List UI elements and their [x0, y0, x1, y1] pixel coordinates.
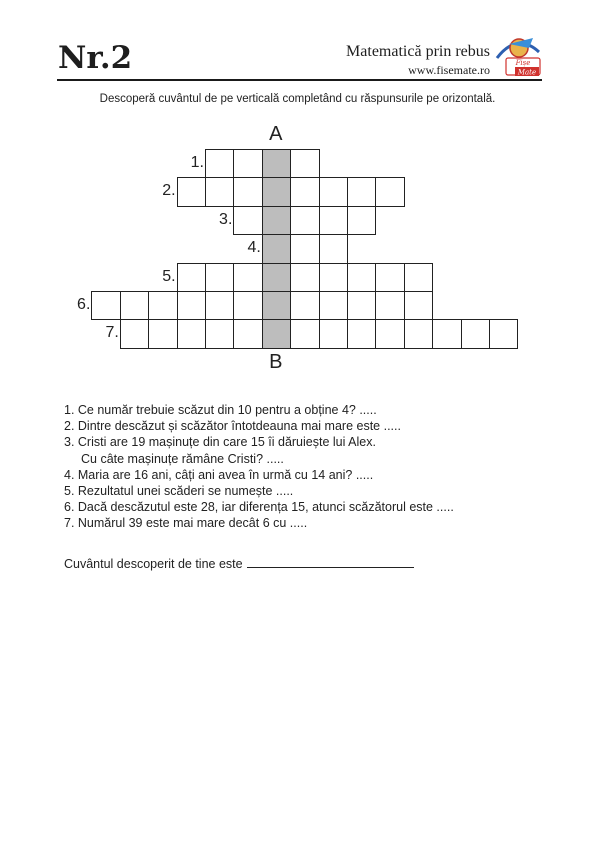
crossword-cell[interactable] [347, 263, 376, 292]
crossword-cell[interactable] [347, 319, 376, 348]
crossword-cell[interactable] [404, 291, 433, 320]
row-number-3: 3. [219, 210, 233, 228]
crossword-cell[interactable] [319, 206, 348, 235]
row-number-2: 2. [162, 182, 176, 200]
question-7: 7. Numărul 39 este mai mare decât 6 cu ..... [64, 516, 308, 531]
crossword-cell[interactable] [375, 263, 404, 292]
crossword-cell[interactable] [290, 206, 319, 235]
answer-area [64, 555, 414, 571]
key-column-cell[interactable] [262, 177, 291, 206]
crossword-cell[interactable] [205, 149, 234, 178]
instruction-text: Descoperă cuvântul de pe verticală completând cu răspunsurile pe orizontală. [99, 93, 496, 105]
crossword-cell[interactable] [375, 177, 404, 206]
row-number-5: 5. [162, 267, 176, 285]
answer-prompt: Cuvântul descoperit de tine este [64, 557, 243, 571]
crossword-cell[interactable] [319, 319, 348, 348]
answer-blank-line[interactable] [247, 555, 414, 568]
row-number-4: 4. [247, 239, 261, 257]
crossword-cell[interactable] [177, 263, 206, 292]
crossword-cell[interactable] [290, 291, 319, 320]
crossword-cell[interactable] [233, 206, 262, 235]
crossword-cell[interactable] [404, 263, 433, 292]
crossword-cell[interactable] [461, 319, 490, 348]
crossword-cell[interactable] [489, 319, 518, 348]
crossword-cell[interactable] [404, 319, 433, 348]
crossword-cell[interactable] [177, 177, 206, 206]
row-number-6: 6. [77, 296, 91, 313]
column-bottom-letter: B [269, 350, 283, 373]
crossword-cell[interactable] [91, 291, 120, 320]
worksheet-number: Nr.2 [58, 40, 133, 76]
questions-list [64, 402, 454, 532]
crossword-cell[interactable] [375, 291, 404, 320]
logo-text-top: Fișe [515, 59, 531, 67]
key-column-cell[interactable] [262, 263, 291, 292]
crossword-cell[interactable] [290, 319, 319, 348]
crossword-cell[interactable] [432, 319, 461, 348]
crossword-cell[interactable] [347, 291, 376, 320]
crossword-cell[interactable] [233, 263, 262, 292]
crossword-cell[interactable] [233, 319, 262, 348]
question-6: 6. Dacă descăzutul este 28, iar diferența 15, atunci scăzătorul este ..... [64, 500, 454, 515]
worksheet-series-title: Matematică prin rebus [346, 43, 490, 60]
crossword-cell[interactable] [233, 149, 262, 178]
row-number-1: 1. [190, 154, 204, 171]
key-column-cell[interactable] [262, 149, 291, 178]
crossword-cell[interactable] [205, 177, 234, 206]
question-4: 4. Maria are 16 ani, câți ani avea în urmă cu 14 ani? ..... [64, 467, 374, 482]
crossword-cell[interactable] [290, 177, 319, 206]
question-3-continuation: Cu câte mașinuțe rămâne Cristi? ..... [81, 451, 284, 466]
crossword-cell[interactable] [233, 291, 262, 320]
row-number-7: 7. [105, 324, 119, 342]
crossword-cell[interactable] [205, 291, 234, 320]
crossword-cell[interactable] [120, 319, 149, 348]
question-1: 1. Ce număr trebuie scăzut din 10 pentru a obține 4? ..... [64, 403, 377, 417]
crossword-cell[interactable] [205, 263, 234, 292]
crossword-cell[interactable] [148, 291, 177, 320]
crossword-cell[interactable] [347, 206, 376, 235]
question-5: 5. Rezultatul unei scăderi se numește ..... [64, 484, 294, 499]
question-3: 3. Cristi are 19 mașinuțe din care 15 îi dăruiește lui Alex. [64, 435, 376, 450]
crossword-cell[interactable] [319, 177, 348, 206]
key-column-cell[interactable] [262, 206, 291, 235]
question-2: 2. Dintre descăzut și scăzător întotdeauna mai mare este ..... [64, 419, 401, 434]
crossword-cell[interactable] [120, 291, 149, 320]
crossword-cell[interactable] [319, 234, 348, 263]
crossword-cell[interactable] [290, 149, 319, 178]
crossword-cell[interactable] [205, 319, 234, 348]
key-column-cell[interactable] [262, 234, 291, 263]
website-link[interactable]: www.fisemate.ro [408, 63, 490, 77]
crossword-cell[interactable] [290, 263, 319, 292]
crossword-cell[interactable] [233, 177, 262, 206]
crossword-cell[interactable] [290, 234, 319, 263]
crossword-cell[interactable] [177, 319, 206, 348]
crossword-grid [0, 0, 595, 400]
crossword-cell[interactable] [375, 319, 404, 348]
column-top-letter: A [269, 123, 283, 145]
crossword-cell[interactable] [319, 263, 348, 292]
key-column-cell[interactable] [262, 291, 291, 320]
crossword-cell[interactable] [148, 319, 177, 348]
key-column-cell[interactable] [262, 319, 291, 348]
crossword-cell[interactable] [177, 291, 206, 320]
crossword-cell[interactable] [319, 291, 348, 320]
logo-text-bottom: Mate [517, 68, 537, 77]
crossword-cell[interactable] [347, 177, 376, 206]
